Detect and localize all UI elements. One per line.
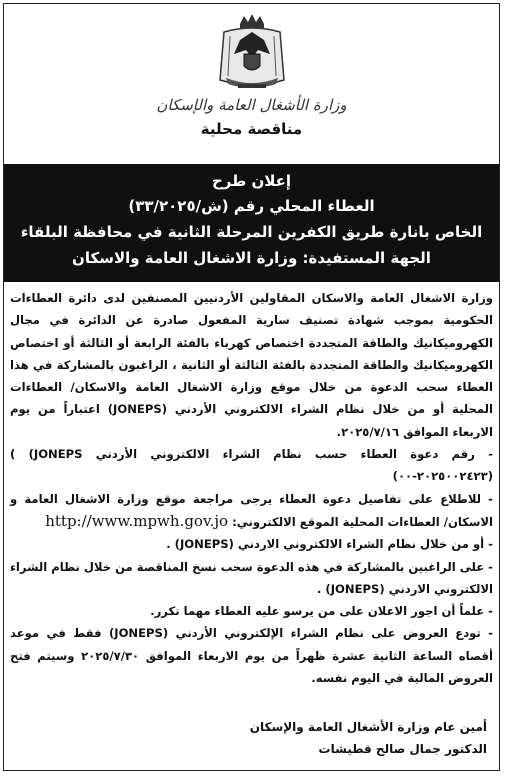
paragraph-details [10,488,493,534]
paragraph-download: - على الراغبين بالمشاركة في هذه الدعوة سحب نسخ المناقصة من خلال نظام الشراء الالكتروني الاردني (JONEPS) . [10,559,493,596]
paragraph-deadline: - تودع العروض على نظام الشراء الإلكتروني الأردني (JONEPS) فقط في موعد أقصاه الساعة الثانية عشرة ظهراً من يوم الاربعاء الموافق ٢٠٢٥/٧/٣٠ وسيتم فتح العروض المالية في اليوم نفسه. [10,626,493,686]
ministry-name: وزارة الأشغال العامة والإسكان [156,96,347,114]
paragraph-joneps: - أو من خلال نظام الشراء الالكتروني الاردني (JONEPS) . [166,537,493,552]
title-banner [4,164,499,282]
signature-name: الدكتور جمال صالح قطيشات [318,742,487,756]
jordan-coat-of-arms-icon [210,10,294,94]
website-link[interactable]: http://www.mpwh.gov.jo [45,511,229,530]
details-text: - للاطلاع على تفاصيل دعوة العطاء يرجى مراجعة موقع وزارة الاشغال العامة و الاسكان/ العطاءات المحلية الموقع الالكتروني: [10,491,493,529]
signature-block [250,716,487,760]
paragraph-invitation-number: - رقم دعوة العطاء حسب نظام الشراء الالكتروني الأردني JONEPS) ) (٢٠٢٥٠٠٢٤٢٣-٠٠) [10,447,493,484]
tender-subject: الخاص بانارة طريق الكفرين المرحلة الثانية في محافظة البلقاء [20,223,483,241]
announcement-header [4,4,499,164]
paragraph-fees: - علماً أن اجور الاعلان على من يرسو عليه العطاء مهما تكرر. [150,604,493,619]
paragraph-eligibility: وزارة الاشغال العامة والاسكان المقاولين الأردنيين المصنفين لدى دائرة العطاءات الحكومية بموجب شهادة تصنيف سارية المفعول صادرة عن الدائرة في مجال الكهروميكانيك والطاقة المتجددة اختصاص كهرباء بالفئة الرابعة أو الثالثة أو اختصاص الكهروميكانيك والطاقة المتجددة بالفئة الثالثة أو الثانية ، الراغبون بالمشاركة في هذا العطاء سحب الدعوة من خلال موقع وزارة الاشغال العامة والاسكان/ العطاءات المحلية أو من خلال نظام الشراء الالكتروني الأردني (JONEPS) اعتباراً من يوم الاربعاء الموافق ٢٠٢٥/٧/١٦. [10,291,493,439]
signature-title: أمين عام وزارة الأشغال العامة والإسكان [249,720,487,734]
announcement-body [10,287,493,689]
announcement-frame [3,3,500,771]
announcement-type: مناقصة محلية [200,120,303,138]
tender-number: العطاء المحلي رقم (ش/٣٣/٢٠٢٥) [128,197,375,215]
banner-heading: إعلان طرح [211,172,292,190]
beneficiary: الجهة المستفيدة: وزارة الاشغال العامة والاسكان [72,249,431,267]
